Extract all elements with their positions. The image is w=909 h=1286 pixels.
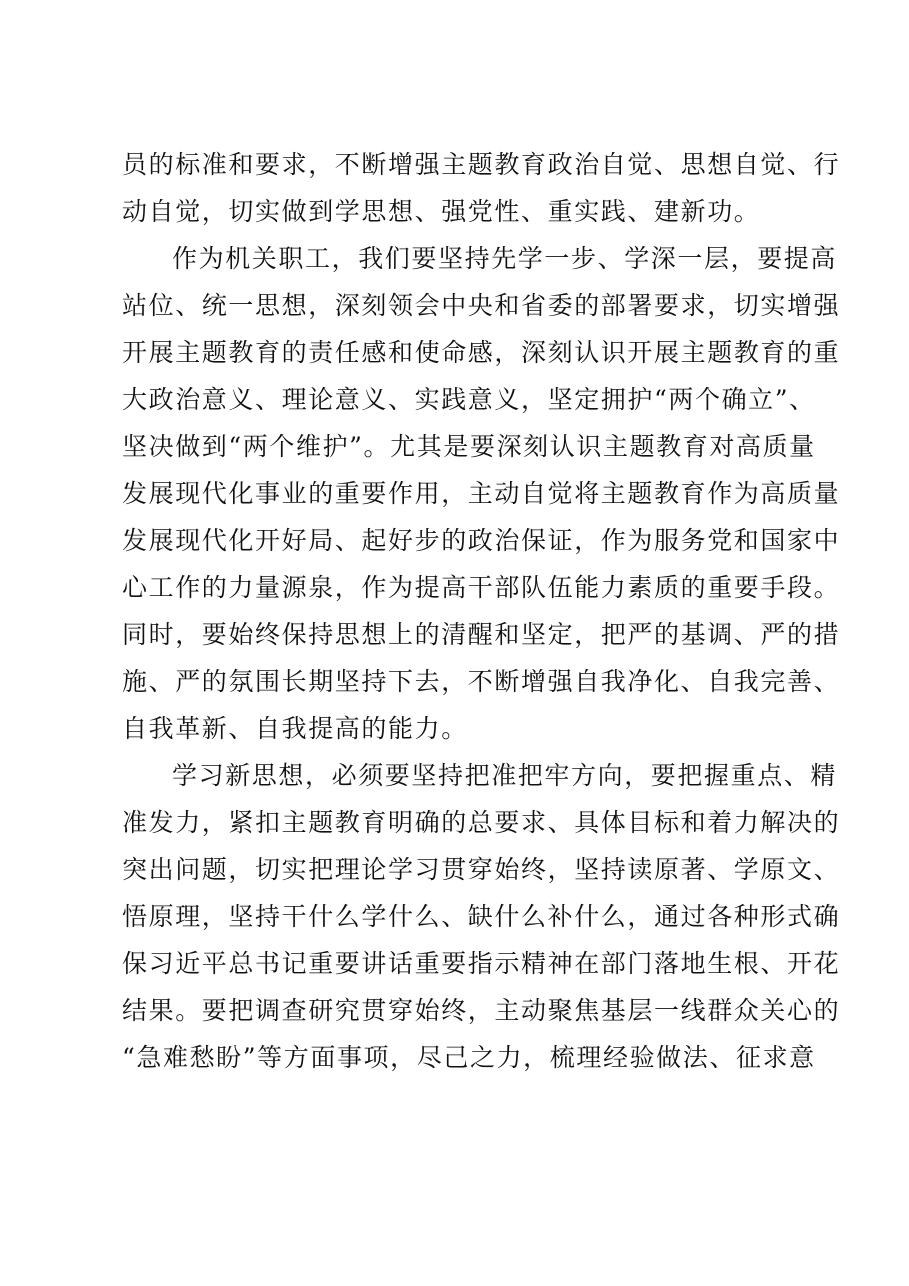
text-line: 大政治意义、理论意义、实践意义，坚定拥护“两个确立”、 xyxy=(122,385,816,414)
text-line: 结果。要把调查研究贯穿始终，主动聚焦基层一线群众关心的 xyxy=(122,996,841,1025)
text-line: 员的标准和要求，不断增强主题教育政治自觉、思想自觉、行 xyxy=(122,150,841,179)
text-line: 发展现代化事业的重要作用，主动自觉将主题教育作为高质量 xyxy=(122,479,841,508)
text-line: 施、严的氛围长期坚持下去，不断增强自我净化、自我完善、 xyxy=(122,667,841,696)
text-line: 动自觉，切实做到学思想、强党性、重实践、建新功。 xyxy=(122,197,761,226)
text-line: 学习新思想，必须要坚持把准把牢方向，要把握重点、精 xyxy=(172,761,838,790)
text-line: 自我革新、自我提高的能力。 xyxy=(122,714,468,743)
text-line: 悟原理，坚持干什么学什么、缺什么补什么，通过各种形式确 xyxy=(122,902,841,931)
text-line: 发展现代化开好局、起好步的政治保证，作为服务党和国家中 xyxy=(122,526,841,555)
text-line: 站位、统一思想，深刻领会中央和省委的部署要求，切实增强 xyxy=(122,291,841,320)
text-line: 开展主题教育的责任感和使命感，深刻认识开展主题教育的重 xyxy=(122,338,841,367)
paragraph-3 xyxy=(122,752,841,1081)
paragraph-2 xyxy=(122,235,841,752)
paragraph-1 xyxy=(122,141,841,235)
text-line: 保习近平总书记重要讲话重要指示精神在部门落地生根、开花 xyxy=(122,949,841,978)
text-line: 突出问题，切实把理论学习贯穿始终，坚持读原著、学原文、 xyxy=(122,855,841,884)
text-line: 作为机关职工，我们要坚持先学一步、学深一层，要提高 xyxy=(172,244,838,273)
text-line: 坚决做到“两个维护”。尤其是要深刻认识主题教育对高质量 xyxy=(122,432,816,461)
text-line: 心工作的力量源泉，作为提高干部队伍能力素质的重要手段。 xyxy=(122,573,841,602)
text-line: 同时，要始终保持思想上的清醒和坚定，把严的基调、严的措 xyxy=(122,620,841,649)
text-line: 准发力，紧扣主题教育明确的总要求、具体目标和着力解决的 xyxy=(122,808,841,837)
document-body xyxy=(122,141,841,1081)
text-line: “急难愁盼”等方面事项，尽己之力，梳理经验做法、征求意 xyxy=(122,1043,816,1072)
